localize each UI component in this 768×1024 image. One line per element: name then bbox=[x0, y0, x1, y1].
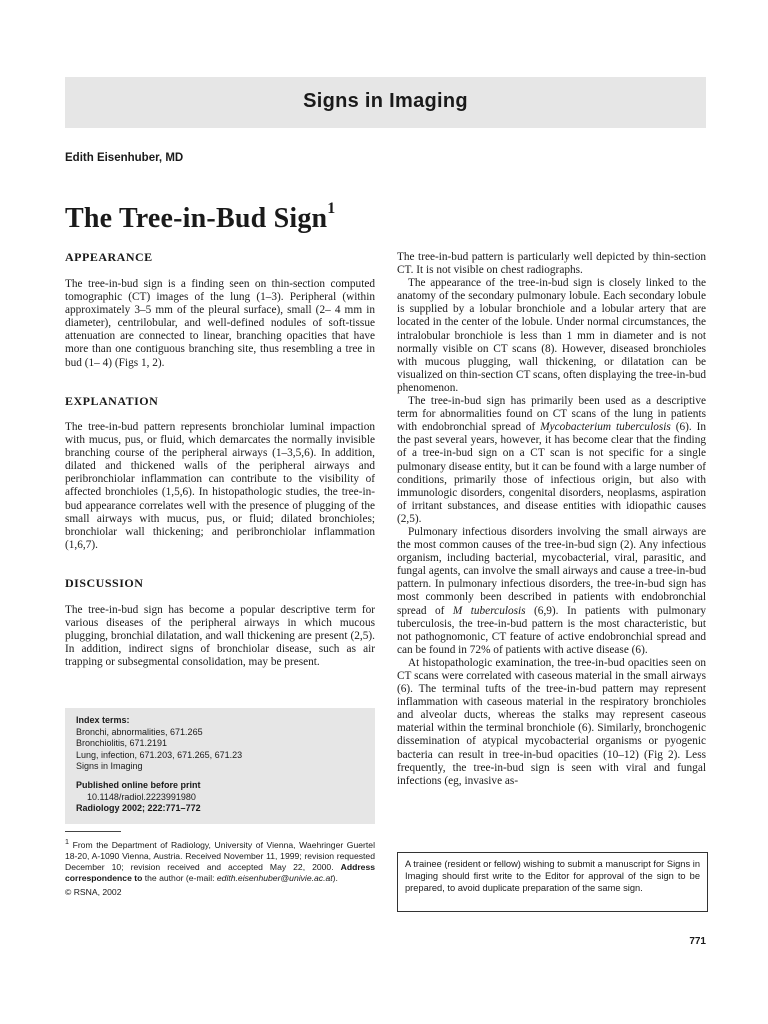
footnote-divider bbox=[65, 831, 121, 832]
index-term: Bronchiolitis, 671.2191 bbox=[76, 738, 168, 749]
title-footnote-mark: 1 bbox=[327, 199, 336, 217]
footnote: $^1$ From the Department of Radiology, University of Vienna, Waehringer Guertel 18-20, A-1090 Vienna, Austria. Received November 11, 1999; revision requested December 10; revision received and accepted May 22, 2000. Address correspondence to the author (e-mail: edith.eisenhuber@univie.ac.at). © RSNA, 2002 bbox=[65, 838, 375, 897]
author-email: edith.eisenhuber@univie.ac.at bbox=[216, 873, 333, 884]
submission-notice: A trainee (resident or fellow) wishing to submit a manuscript for Signs in Imaging should first write to the Editor for approval of the sign to be prepared, to avoid duplicate preparation of the same sign. bbox=[405, 859, 700, 893]
discussion-text bbox=[65, 604, 375, 669]
section-title: Signs in Imaging bbox=[303, 90, 468, 112]
article-title bbox=[65, 199, 336, 235]
appearance-heading: APPEARANCE bbox=[65, 250, 153, 264]
index-term: Lung, infection, 671.203, 671.265, 671.23 bbox=[76, 749, 243, 760]
footnote-mark: 1 bbox=[65, 838, 69, 846]
paragraph: Pulmonary infectious disorders involving the small airways are the most common causes of the tree-in-bud sign (2). Any infectious organism, including bacterial, mycobacterial, viral, parasitic, and fungal agents, can involve the small airways and cause a tree-in-bud pattern. In pulmonary infectious disorders, the tree-in-bud sign has most commonly been described in patients with endobronchial spread of M tuberculosis (6,9). In patients with pulmonary tuberculosis, the tree-in-bud pattern is the most characteristic, but not pathognomonic, CT feature of active endobronchial spread and can be found in 72% of patients with active disease (6). bbox=[397, 525, 706, 656]
paragraph: The tree-in-bud sign has primarily been used as a descriptive term for abnormalities found on CT scans of the lung in patients with endobronchial spread of Mycobacterium tuberculosis (6). In the past several years, however, it has become clear that the finding of a tree-in-bud sign on a CT scan is not specific for a single pulmonary disease entity, but it can be found with a large number of conditions, primarily those of infectious origin, but also with immunologic disorders, congenital disorders, neoplasms, aspiration of irritant substances, and disease entities with idiopathic causes (2,5). bbox=[397, 395, 706, 525]
appearance-paragraph: The tree-in-bud sign is a finding seen on thin-section computed tomographic (CT) images of the lung (1–3). Peripheral (within approximately 3–5 mm of the pleural surface), small (2– 4 mm in diameter), centrilobular, and well-defined nodules of soft-tissue attenuation are connected to linear, branching opacities that have more than one contiguous branching site, thus resembling a tree in bud (1– 4) (Figs 1, 2). bbox=[65, 278, 375, 369]
right-column-text bbox=[397, 251, 706, 788]
explanation-paragraph: The tree-in-bud pattern represents bronchiolar luminal impaction with mucus, pus, or fluid, which demarcates the normally invisible branching course of the peripheral airways (1–3,5,6). In addition, dilated and thickened walls of the peripheral airways and peribronchiolar inflammation can contribute to the visibility of affected bronchioles (1,5,6). In histopathologic studies, the tree-in-bud appearance correlates well with the presence of plugging of the small airways with mucus, pus, or fluid; dilated bronchioles; bronchiolar wall thickening; and peribronchiolar inflammation (1,6,7). bbox=[65, 421, 375, 551]
discussion-paragraph: The tree-in-bud sign has become a popular descriptive term for various diseases of the peripheral airways in which mucous plugging, bronchial dilatation, and wall thickening are present (2,5). In addition, indirect signs of bronchiolar disease, such as air trapping or subsegmental consolidation, may be present. bbox=[65, 604, 375, 669]
page-number: 771 bbox=[689, 936, 706, 947]
explanation-text bbox=[65, 421, 375, 552]
paragraph: The appearance of the tree-in-bud sign is closely linked to the anatomy of the secondary pulmonary lobule. Each secondary lobule is supplied by a lobular bronchiole and a lobular artery that are located in the center of the lobule. Under normal circumstances, the intralobular bronchiole is less than 1 mm in diameter and is not normally visible on CT scans (8). However, diseased bronchioles with mucous plugging, wall thickening, or dilatation can be visualized on thin-section CT scans, often displaying the tree-in-bud phenomenon. bbox=[397, 277, 706, 394]
index-terms-label: Index terms: bbox=[76, 715, 130, 725]
discussion-heading: DISCUSSION bbox=[65, 576, 144, 590]
author-name: Edith Eisenhuber, MD bbox=[65, 152, 184, 164]
doi: 10.1148/radiol.2223991980 bbox=[87, 791, 196, 802]
published-label: Published online before print bbox=[76, 779, 201, 790]
index-term: Bronchi, abnormalities, 671.265 bbox=[76, 726, 203, 737]
submission-notice-box bbox=[397, 852, 708, 912]
copyright: © RSNA, 2002 bbox=[65, 886, 122, 897]
paragraph: At histopathologic examination, the tree-in-bud opacities seen on CT scans were correlated with caseous material in the small airways (6). The terminal tufts of the tree-in-bud pattern may represent inflammation with caseous material in the respiratory bronchioles and alveolar ducts, whereas the stalks may represent caseous material within the terminal bronchiole (6). Similarly, bronchogenic dissemination of atypical mycobacterial organisms or pyogenic bacteria can result in tree-in-bud opacities (10–12) (Fig 2). Less frequently, the tree-in-bud sign is seen with viral and fungal infections (eg, invasive as- bbox=[397, 656, 706, 787]
appearance-text bbox=[65, 278, 375, 370]
index-terms-box bbox=[65, 708, 375, 824]
paragraph: The tree-in-bud pattern is particularly well depicted by thin-section CT. It is not visible on chest radiographs. bbox=[397, 251, 706, 277]
explanation-heading: EXPLANATION bbox=[65, 394, 159, 408]
section-banner bbox=[65, 77, 706, 128]
citation: Radiology 2002; 222:771–772 bbox=[76, 803, 201, 814]
article-title-text: The Tree-in-Bud Sign bbox=[65, 203, 328, 234]
index-term: Signs in Imaging bbox=[76, 761, 143, 772]
